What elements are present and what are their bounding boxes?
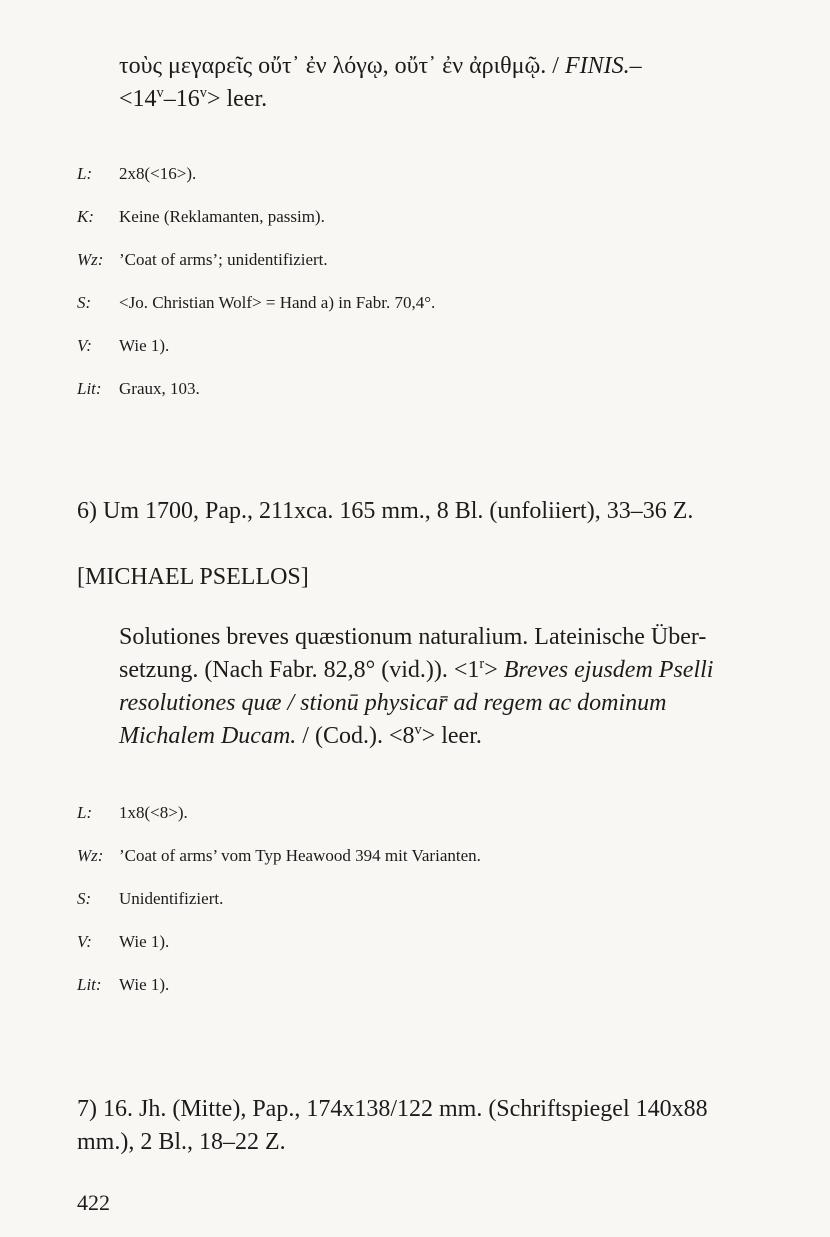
- entry6-line-2-text: setzung. (Nach Fabr. 82,8° (vid.)). <1: [119, 657, 480, 683]
- meta-key: S:: [77, 889, 92, 908]
- entry7-line-2: mm.), 2 Bl., 18–22 Z.: [77, 1129, 286, 1155]
- meta-key: K:: [77, 207, 94, 226]
- meta-value: Wie 1).: [119, 975, 170, 994]
- meta-value: <Jo. Christian Wolf> = Hand a) in Fabr. 70,4°.: [119, 293, 436, 312]
- greek-quote: τοὺς μεγαρεῖς οὔτ᾽ ἐν λόγῳ, οὔτ᾽ ἐν ἀριθμῷ. /: [119, 53, 565, 79]
- entry6-line-1: Solutiones breves quæstionum naturalium. Lateinische Über-: [119, 624, 707, 650]
- meta-value: 1x8(<8>).: [119, 803, 188, 822]
- leer-sup-2: v: [199, 85, 207, 101]
- meta-value: Wie 1).: [119, 336, 170, 355]
- leer-mid: –16: [163, 86, 200, 112]
- entry7-line-1: 7) 16. Jh. (Mitte), Pap., 174x138/122 mm. (Schriftspiegel 140x88: [77, 1096, 708, 1122]
- meta-key: Lit:: [77, 379, 102, 398]
- meta-key: Lit:: [77, 975, 102, 994]
- entry6-text: [119, 621, 759, 753]
- meta-value: Unidentifiziert.: [119, 889, 224, 908]
- entry7-heading: [77, 1093, 767, 1159]
- meta-value: ’Coat of arms’ vom Typ Heawood 394 mit Varianten.: [119, 846, 481, 865]
- entry6-line-4-sup: v: [414, 722, 422, 738]
- meta-key: Wz:: [77, 250, 104, 269]
- entry6-line-2-italic: Breves ejusdem Pselli: [503, 657, 714, 683]
- entry6-line-3: [119, 687, 759, 720]
- meta-value: Graux, 103.: [119, 379, 200, 398]
- entry6-line-4-close: > leer.: [421, 723, 482, 749]
- greek-line: [119, 50, 759, 83]
- meta-key: V:: [77, 932, 92, 951]
- meta-value: Wie 1).: [119, 932, 170, 951]
- entry6-line-2-close: >: [484, 657, 504, 683]
- entry6-line-3-italic: resolutiones quæ / stionū physicar̄ ad regem ac dominum: [119, 690, 667, 716]
- entry6-line-2-sup: r: [479, 656, 485, 672]
- entry5-text: [119, 50, 759, 116]
- meta-value: 2x8(<16>).: [119, 164, 197, 183]
- meta-key: S:: [77, 293, 92, 312]
- meta-key: L:: [77, 803, 93, 822]
- leer-line: [119, 83, 759, 116]
- dash: –: [629, 53, 642, 79]
- entry6-line-4: [119, 720, 759, 753]
- entry6-line-4-text: / (Cod.). <8: [296, 723, 415, 749]
- meta-key: L:: [77, 164, 93, 183]
- meta-key: Wz:: [77, 846, 104, 865]
- leer-sup-1: v: [156, 85, 164, 101]
- meta-value: ’Coat of arms’; unidentifiziert.: [119, 250, 328, 269]
- entry6-line-2: [119, 654, 759, 687]
- leer-open: <14: [119, 86, 157, 112]
- meta-value: Keine (Reklamanten, passim).: [119, 207, 325, 226]
- entry6-line-4-italic: Michalem Ducam.: [119, 723, 297, 749]
- leer-close: > leer.: [206, 86, 268, 112]
- finis-marker: FINIS.: [564, 53, 630, 79]
- entry6-heading: 6) Um 1700, Pap., 211xca. 165 mm., 8 Bl. (unfoliiert), 33–36 Z.: [77, 498, 694, 524]
- entry6-author: [MICHAEL PSELLOS]: [77, 564, 309, 590]
- page-number: 422: [77, 1190, 110, 1215]
- meta-key: V:: [77, 336, 92, 355]
